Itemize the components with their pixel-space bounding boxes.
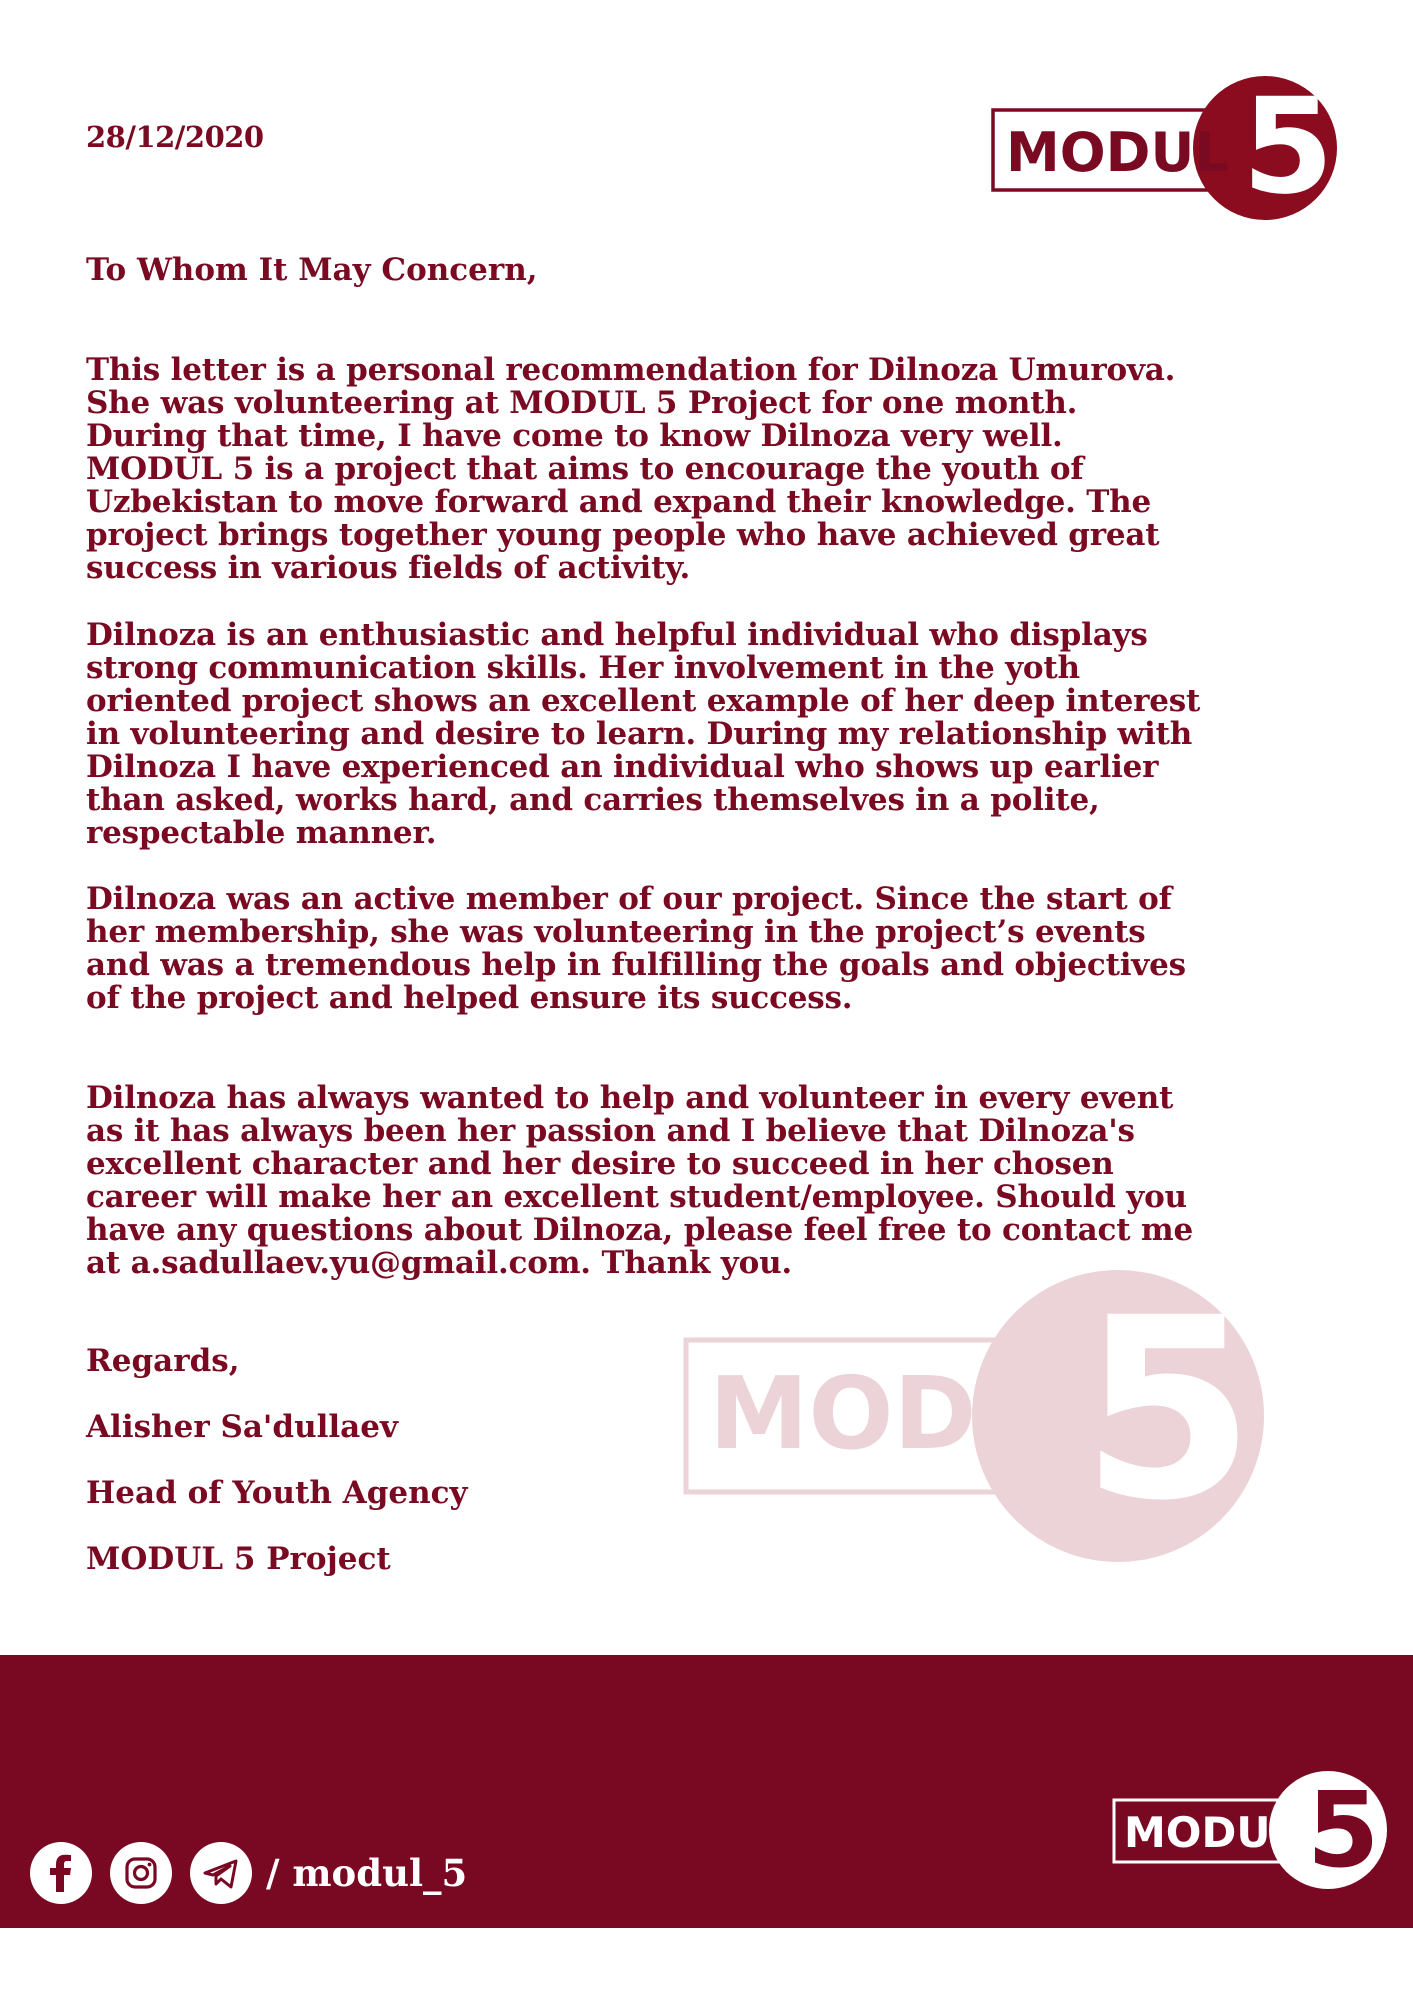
svg-text:MODUL: MODUL <box>709 1355 1122 1472</box>
svg-text:5: 5 <box>1081 1264 1255 1555</box>
modul5-footer-logo <box>1112 1770 1392 1900</box>
modul5-watermark <box>683 1264 1353 1570</box>
svg-text:MODUL: MODUL <box>1006 121 1229 184</box>
facebook-icon[interactable] <box>30 1842 92 1904</box>
letter-paragraph-3: Dilnoza was an active member of our project. Since the start of her membership, she was volunteering in the project’s events and was a tremendous help in fulfilling the goals and objectives of the project and helped ensure its success. <box>86 881 1186 1016</box>
letter-paragraph-1: This letter is a personal recommendation for Dilnoza Umurova. She was volunteering at MODUL 5 Project for one month. During that time, I have come to know Dilnoza very well. MODUL 5 is a project that aims to encourage the youth of Uzbekistan to move forward and expand their knowledge. The project brings together young people who have achieved great success in various fields of activity. <box>86 352 1176 586</box>
salutation: To Whom It May Concern, <box>86 252 538 288</box>
signer-name: Alisher Sa'dullaev <box>86 1409 398 1445</box>
social-handle: / modul_5 <box>266 1851 468 1895</box>
modul5-logo <box>990 70 1340 230</box>
svg-text:MODUL: MODUL <box>1124 1808 1298 1857</box>
signer-title: Head of Youth Agency <box>86 1475 468 1511</box>
letter-paragraph-2: Dilnoza is an enthusiastic and helpful individual who displays strong communication skills. Her involvement in the yoth oriented project shows an excellent example of her deep interest in volunteering and desire to learn. During my relationship with Dilnoza I have experienced an individual who shows up earlier than asked, works hard, and carries themselves in a polite, respectable manner. <box>86 617 1201 851</box>
svg-text:5: 5 <box>1242 70 1334 224</box>
svg-text:5: 5 <box>1307 1769 1380 1891</box>
closing: Regards, <box>86 1343 240 1379</box>
telegram-icon[interactable] <box>190 1842 252 1904</box>
letter-date: 28/12/2020 <box>86 120 264 154</box>
instagram-icon[interactable] <box>110 1842 172 1904</box>
social-links <box>30 1842 467 1904</box>
letter-paragraph-4: Dilnoza has always wanted to help and volunteer in every event as it has always been her passion and I believe that Dilnoza's excellent character and her desire to succeed in her chosen career will make her an excellent student/employee. Should you have any questions about Dilnoza, please feel free to contact me at a.sadullaev.yu@gmail.com. Thank you. <box>86 1080 1194 1281</box>
signer-organization: MODUL 5 Project <box>86 1541 391 1577</box>
